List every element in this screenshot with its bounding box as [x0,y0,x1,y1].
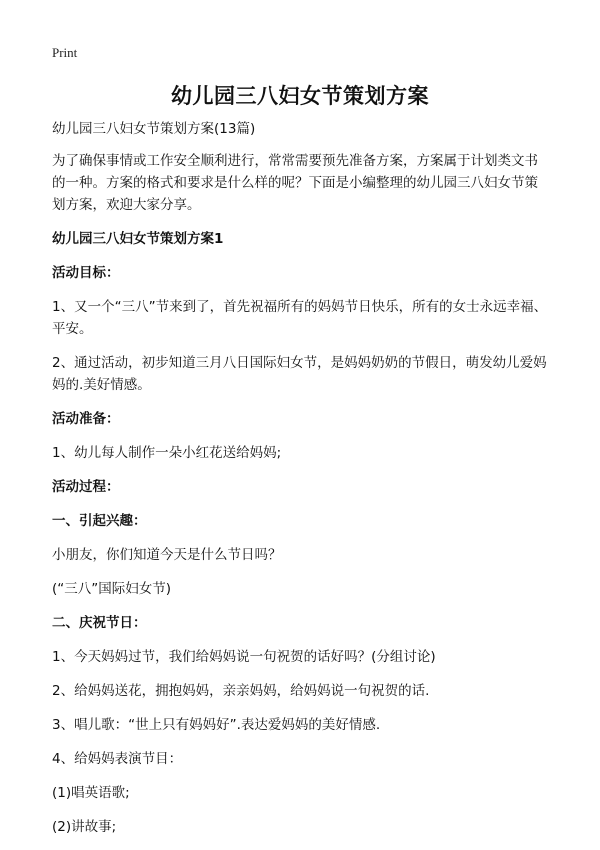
paragraph: 2、通过活动，初步知道三月八日国际妇女节，是妈妈奶奶的节假日，萌发幼儿爱妈妈的.美好情感。 [52,355,547,393]
paragraph: 1、又一个“三八”节来到了，首先祝福所有的妈妈节日快乐，所有的女士永远幸福、平安。 [52,299,548,337]
paragraph: 3、唱儿歌：“世上只有妈妈好”.表达爱妈妈的美好情感. [52,717,381,733]
section-heading: 幼儿园三八妇女节策划方案1 [52,231,224,247]
section-heading: 一、引起兴趣： [52,513,147,529]
paragraph: 为了确保事情或工作安全顺利进行，常常需要预先准备方案，方案属于计划类文书的一种。方案的格式和要求是什么样的呢？下面是小编整理的幼儿园三八妇女节策划方案，欢迎大家分享。 [52,153,538,213]
paragraph: 幼儿园三八妇女节策划方案(13篇) [52,121,256,137]
page-title: 幼儿园三八妇女节策划方案 [171,84,429,108]
document-body [52,118,548,850]
paragraph: 1、幼儿每人制作一朵小红花送给妈妈; [52,445,282,461]
paragraph: 1、今天妈妈过节，我们给妈妈说一句祝贺的话好吗？(分组讨论) [52,649,436,665]
section-heading: 活动过程： [52,479,120,495]
section-heading: 活动准备： [52,411,120,427]
section-heading: 二、庆祝节日： [52,615,147,631]
paragraph: 2、给妈妈送花，拥抱妈妈，亲亲妈妈，给妈妈说一句祝贺的话. [52,683,430,699]
paragraph: (1)唱英语歌; [52,785,130,801]
section-heading: 活动目标： [52,265,120,281]
print-link[interactable]: Print [52,45,78,60]
paragraph: 小朋友，你们知道今天是什么节日吗？ [52,547,282,563]
paragraph: 4、给妈妈表演节目： [52,751,183,767]
paragraph: (“三八”国际妇女节) [52,581,172,597]
paragraph: (2)讲故事; [52,819,117,835]
